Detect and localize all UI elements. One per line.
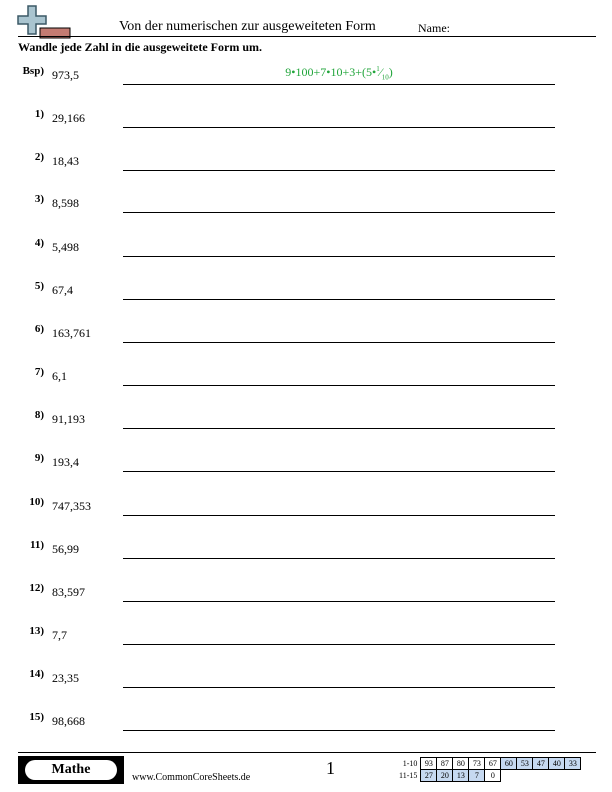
score-row	[397, 770, 581, 782]
problem-number: 5)	[34, 280, 44, 292]
problem-row	[0, 625, 612, 655]
problem-row	[0, 108, 612, 138]
problem-row	[0, 323, 612, 353]
score-cell: 27	[421, 770, 437, 782]
score-cell: 40	[549, 758, 565, 770]
problem-number: 14)	[29, 668, 44, 680]
answer-line[interactable]	[123, 299, 555, 300]
answer-line[interactable]	[123, 601, 555, 602]
score-row-label: 11-15	[399, 771, 418, 780]
score-cell: 47	[533, 758, 549, 770]
score-cell: 80	[453, 758, 469, 770]
score-cell: 93	[421, 758, 437, 770]
score-row-label: 1-10	[402, 759, 418, 768]
score-cell: 67	[485, 758, 501, 770]
problem-number: 8)	[34, 409, 44, 421]
problem-value: 83,597	[52, 585, 85, 599]
problem-row	[0, 151, 612, 181]
problem-value: 67,4	[52, 283, 73, 297]
problem-row	[0, 237, 612, 267]
problem-value: 6,1	[52, 369, 67, 383]
problem-value: 747,353	[52, 499, 91, 513]
problem-row	[0, 280, 612, 310]
answer-line[interactable]	[123, 170, 555, 171]
score-cell: 60	[501, 758, 517, 770]
score-cell: 33	[565, 758, 581, 770]
answer-line[interactable]	[123, 471, 555, 472]
score-cell: 13	[453, 770, 469, 782]
example-problem	[0, 65, 612, 95]
problem-row	[0, 539, 612, 569]
problem-value: 91,193	[52, 412, 85, 426]
problem-number: 15)	[29, 711, 44, 723]
problem-number: 2)	[34, 151, 44, 163]
answer-line[interactable]	[123, 428, 555, 429]
score-cell: 0	[485, 770, 501, 782]
problem-row	[0, 711, 612, 741]
problem-number: 12)	[29, 582, 44, 594]
answer-line[interactable]	[123, 687, 555, 688]
problem-value: 5,498	[52, 240, 79, 254]
problem-value: 7,7	[52, 628, 67, 642]
score-cell: 20	[437, 770, 453, 782]
problem-value: 193,4	[52, 455, 79, 469]
score-cell: 73	[469, 758, 485, 770]
footer-divider	[18, 752, 596, 753]
answer-line[interactable]	[123, 127, 555, 128]
answer-line[interactable]	[123, 342, 555, 343]
problem-number: 9)	[34, 452, 44, 464]
brand-label: Mathe	[25, 760, 117, 780]
score-table	[397, 757, 581, 782]
brand-badge	[18, 756, 124, 784]
problem-number: 10)	[29, 496, 44, 508]
problem-row	[0, 366, 612, 396]
page-number: 1	[326, 758, 335, 778]
answer-line[interactable]	[123, 515, 555, 516]
answer-line[interactable]	[123, 730, 555, 731]
header-divider	[18, 36, 596, 37]
score-cell: 7	[469, 770, 485, 782]
problem-number: 3)	[34, 193, 44, 205]
problem-number: 6)	[34, 323, 44, 335]
example-value: 973,5	[52, 68, 79, 82]
instructions: Wandle jede Zahl in die ausgeweitete Form um.	[18, 40, 262, 54]
problem-number: 11)	[29, 539, 44, 551]
answer-line[interactable]	[123, 385, 555, 386]
answer-line[interactable]	[123, 644, 555, 645]
score-row	[397, 758, 581, 770]
answer-line[interactable]	[123, 84, 555, 85]
problem-value: 8,598	[52, 196, 79, 210]
score-cell: 87	[437, 758, 453, 770]
example-label: Bsp)	[22, 65, 44, 77]
problem-value: 56,99	[52, 542, 79, 556]
problem-value: 163,761	[52, 326, 91, 340]
answer-line[interactable]	[123, 558, 555, 559]
problem-row	[0, 452, 612, 482]
worksheet-title: Von der numerischen zur ausgeweiteten Form	[119, 19, 376, 34]
problem-row	[0, 582, 612, 612]
problem-number: 4)	[34, 237, 44, 249]
problem-value: 29,166	[52, 111, 85, 125]
problem-number: 1)	[34, 108, 44, 120]
name-label: Name:	[418, 21, 450, 35]
site-url: www.CommonCoreSheets.de	[132, 772, 251, 783]
problem-number: 7)	[34, 366, 44, 378]
plus-logo-icon	[16, 4, 72, 40]
problem-row	[0, 409, 612, 439]
problem-number: 13)	[29, 625, 44, 637]
problem-row	[0, 668, 612, 698]
problem-value: 23,35	[52, 671, 79, 685]
problem-row	[0, 193, 612, 223]
problem-value: 18,43	[52, 154, 79, 168]
answer-line[interactable]	[123, 256, 555, 257]
answer-line[interactable]	[123, 212, 555, 213]
example-answer: $9•100+7•10+3+(5•^1⁄_{10})$	[285, 65, 393, 82]
problem-value: 98,668	[52, 714, 85, 728]
problem-row	[0, 496, 612, 526]
score-cell: 53	[517, 758, 533, 770]
